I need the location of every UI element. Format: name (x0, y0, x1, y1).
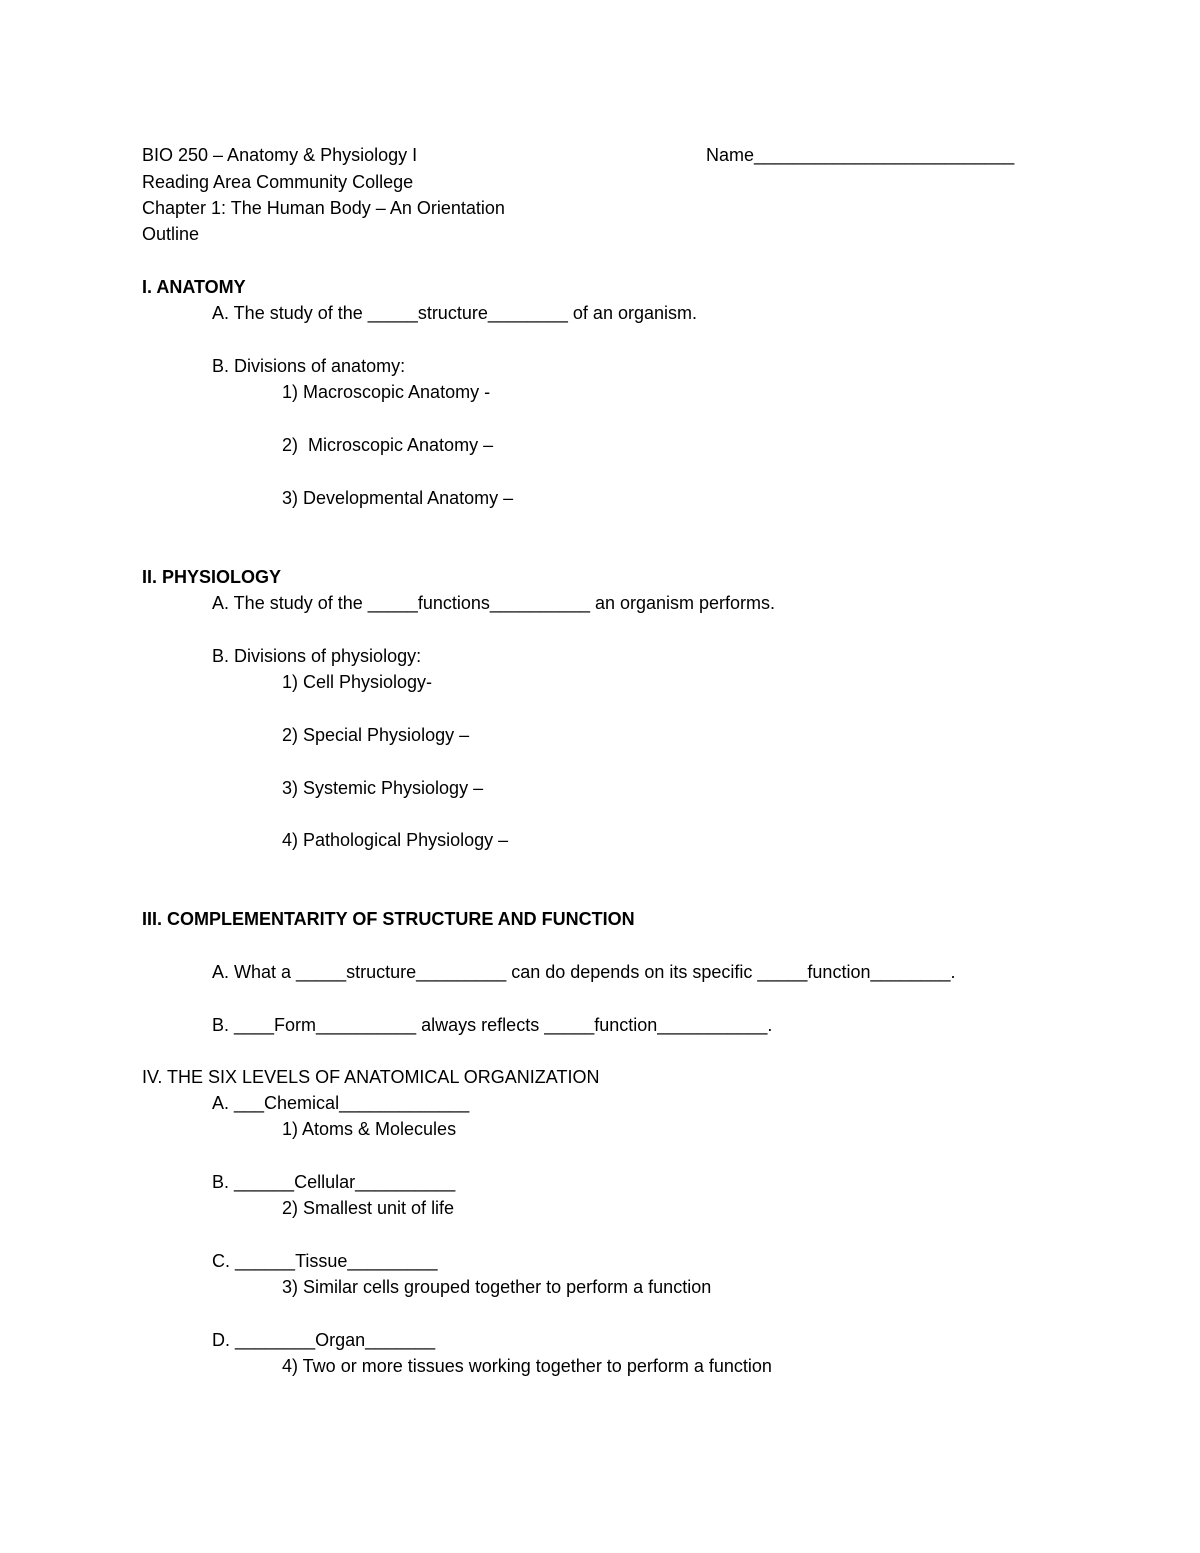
level-label: B. ______Cellular__________ (212, 1172, 456, 1192)
level-detail: 2) Smallest unit of life (282, 1198, 455, 1218)
physiology-definition: A. The study of the _____functions__________ an organism performs. (212, 593, 776, 613)
name-field: Name__________________________ (706, 145, 1015, 165)
section-levels-heading: IV. THE SIX LEVELS OF ANATOMICAL ORGANIZATION (142, 1067, 600, 1087)
physiology-division-item: 2) Special Physiology – (282, 725, 470, 745)
physiology-division-item: 3) Systemic Physiology – (282, 778, 484, 798)
anatomy-division-item: 3) Developmental Anatomy – (282, 488, 514, 508)
course-title: BIO 250 – Anatomy & Physiology I (142, 145, 418, 165)
level-label: D. ________Organ_______ (212, 1330, 436, 1350)
doc-type: Outline (142, 224, 200, 244)
level-detail: 4) Two or more tissues working together to perform a function (282, 1356, 772, 1376)
level-detail: 3) Similar cells grouped together to perform a function (282, 1277, 712, 1297)
anatomy-division-item: 1) Macroscopic Anatomy - (282, 382, 491, 402)
section-physiology-heading: II. PHYSIOLOGY (142, 567, 282, 587)
anatomy-definition: A. The study of the _____structure________ of an organism. (212, 303, 697, 323)
physiology-divisions-label: B. Divisions of physiology: (212, 646, 422, 666)
level-label: C. ______Tissue_________ (212, 1251, 438, 1271)
anatomy-division-item: 2) Microscopic Anatomy – (282, 435, 494, 455)
college-name: Reading Area Community College (142, 172, 414, 192)
section-anatomy-heading: I. ANATOMY (142, 277, 246, 297)
anatomy-divisions-label: B. Divisions of anatomy: (212, 356, 406, 376)
complementarity-statement-b: B. ____Form__________ always reflects _____function___________. (212, 1015, 773, 1035)
chapter-title: Chapter 1: The Human Body – An Orientation (142, 198, 505, 218)
level-detail: 1) Atoms & Molecules (282, 1119, 457, 1139)
physiology-division-item: 1) Cell Physiology- (282, 672, 433, 692)
section-complementarity-heading: III. COMPLEMENTARITY OF STRUCTURE AND FUNCTION (142, 909, 635, 929)
level-label: A. ___Chemical_____________ (212, 1093, 470, 1113)
complementarity-statement-a: A. What a _____structure_________ can do depends on its specific _____function________. (212, 962, 956, 982)
physiology-division-item: 4) Pathological Physiology – (282, 830, 509, 850)
